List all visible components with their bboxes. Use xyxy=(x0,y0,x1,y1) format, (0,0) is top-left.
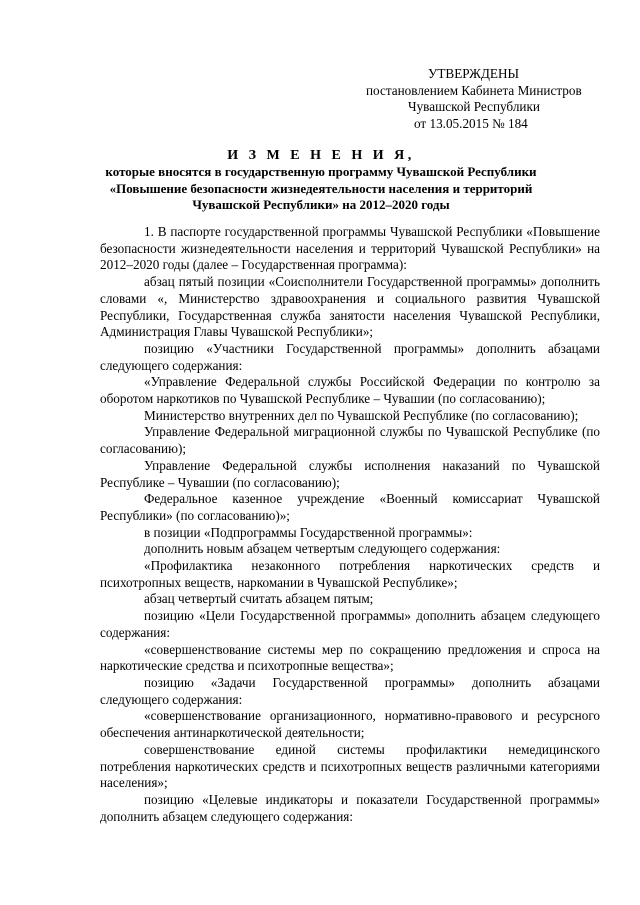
paragraph: «Профилактика незаконного потребления наркотических средств и психотропных веществ, наркомании в Чувашской Республике»; xyxy=(100,558,600,590)
heading-title: И З М Е Н Е Н И Я, xyxy=(227,148,415,163)
paragraph: дополнить новым абзацем четвертым следующего содержания: xyxy=(144,541,501,557)
heading-line-2: «Повышение безопасности жизнедеятельности населения и территорий xyxy=(109,180,533,196)
paragraph: абзац четвертый считать абзацем пятым; xyxy=(144,591,374,607)
paragraph: позицию «Задачи Государственной программы» дополнить абзацами следующего содержания: xyxy=(100,674,600,707)
heading-line-1: которые вносятся в государственную программу Чувашской Республики xyxy=(105,164,537,179)
approval-line-1: постановлением Кабинета Министров xyxy=(366,82,582,98)
document-body xyxy=(100,224,600,825)
paragraph: совершенствование единой системы профилактики немедицинского потребления наркотических средств и психотропных веществ различными категориями населения»; xyxy=(100,741,600,791)
paragraph: Федеральное казенное учреждение «Военный комиссариат Чувашской Республики» (по согласованию)»; xyxy=(100,491,600,523)
paragraph: позицию «Участники Государственной программы» дополнить абзацами следующего содержания: xyxy=(100,340,600,373)
paragraph: абзац пятый позиции «Соисполнители Государственной программы» дополнить словами «, Министерство здравоохранения и социального развития Чувашской Республики, Государственная служба занятости населения Чувашской Республики, Администрация Главы Чувашской Республики»; xyxy=(100,274,600,340)
paragraph: в позиции «Подпрограммы Государственной программы»: xyxy=(144,524,473,540)
approval-block xyxy=(366,66,606,132)
paragraph: Министерство внутренних дел по Чувашской Республике (по согласованию); xyxy=(144,407,579,423)
approval-title: УТВЕРЖДЕНЫ xyxy=(428,66,520,81)
paragraph: 1. В паспорте государственной программы Чувашской Республики «Повышение безопасности жизнедеятельности населения и территорий Чувашской Республики» на 2012–2020 годы (далее – Государственная программа): xyxy=(100,224,600,273)
paragraph: Управление Федеральной миграционной службы по Чувашской Республике (по согласованию); xyxy=(100,424,600,457)
paragraph: позицию «Целевые индикаторы и показатели Государственной программы» дополнить абзацем следующего содержания: xyxy=(100,791,600,824)
paragraph: «совершенствование системы мер по сокращению предложения и спроса на наркотические средства и психотропные вещества»; xyxy=(100,641,600,674)
paragraph: «Управление Федеральной службы Российской Федерации по контролю за оборотом наркотиков по Чувашской Республике – Чувашии (по согласованию); xyxy=(100,374,600,407)
approval-line-2: Чувашской Республики xyxy=(408,99,540,114)
paragraph: Управление Федеральной службы исполнения наказаний по Чувашской Республике – Чувашии (по согласованию); xyxy=(100,457,600,490)
paragraph: позицию «Цели Государственной программы» дополнить абзацем следующего содержания: xyxy=(100,608,600,640)
document-heading xyxy=(96,147,546,214)
approval-line-3: от 13.05.2015 № 184 xyxy=(414,115,528,131)
paragraph: «совершенствование организационного, нормативно-правового и ресурсного обеспечения антинаркотической деятельности; xyxy=(100,708,600,741)
heading-line-3: Чувашской Республики» на 2012–2020 годы xyxy=(192,197,450,213)
